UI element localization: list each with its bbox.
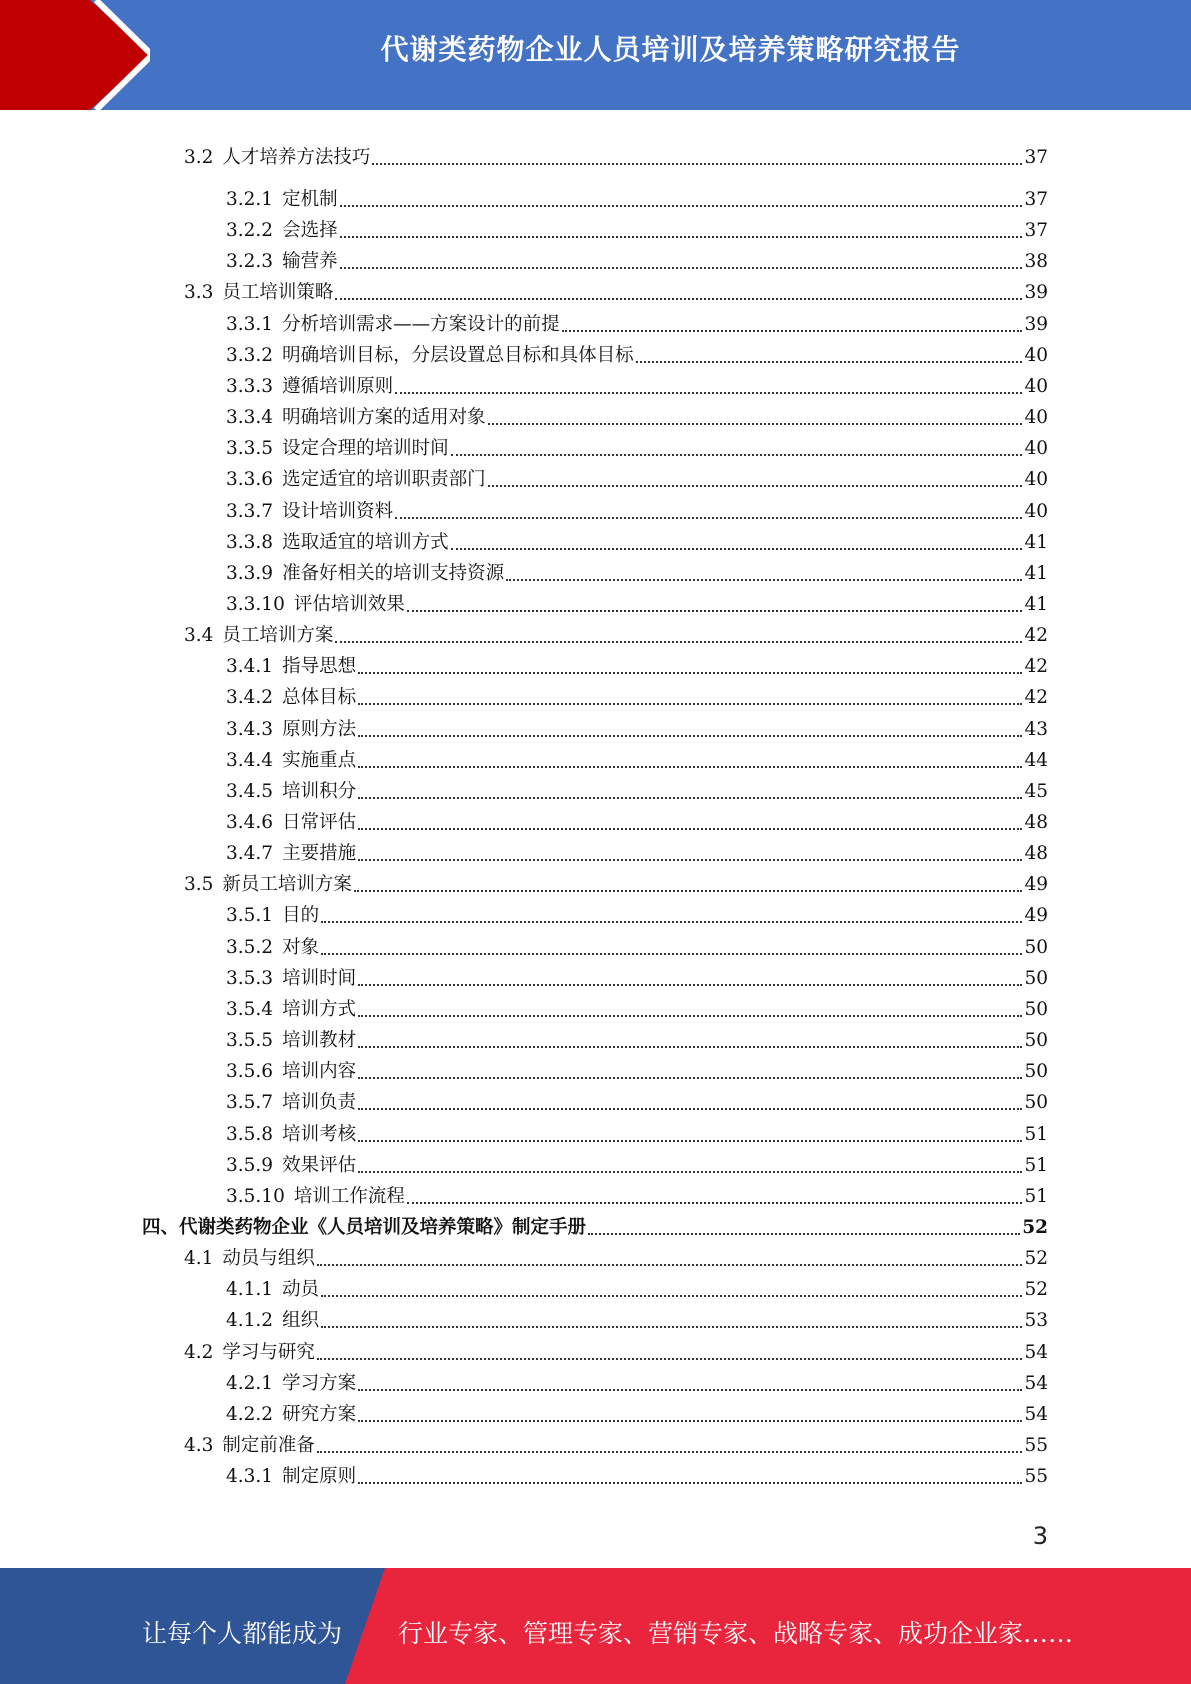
toc-entry-page: 55 [1024,1466,1048,1488]
toc-entry-page: 40 [1024,375,1048,397]
toc-entry-number: 4.2.1 [226,1372,274,1394]
toc-entry-page: 40 [1024,469,1048,491]
toc-leader-dots [395,517,1022,519]
toc-entry-page: 50 [1024,1030,1048,1052]
toc-entry-number: 3.3.2 [226,344,274,366]
toc-leader-dots [358,766,1022,768]
toc-entry-title: 准备好相关的培训支持资源 [282,562,505,584]
toc-entry-title: 目的 [282,905,320,927]
toc-entry-number: 3.2 [184,147,214,168]
toc-entry-page: 49 [1024,905,1048,927]
toc-leader-dots [358,735,1022,737]
toc-entry-title: 培训工作流程 [293,1185,405,1207]
toc-entry-title: 培训积分 [282,780,357,802]
toc-entry-title: 动员与组织 [222,1248,315,1270]
toc-entry-number: 3.2.1 [226,189,274,210]
toc-entry-title: 会选择 [282,220,338,242]
toc-entry[interactable] [0,306,1048,337]
toc-leader-dots [321,1326,1022,1328]
toc-entry-number: 3.2.2 [226,220,274,242]
toc-entry-page: 42 [1024,687,1048,709]
toc-entry[interactable] [0,1396,1048,1427]
toc-leader-dots [317,1264,1023,1266]
toc-leader-dots [358,703,1022,705]
toc-entry-title: 培训时间 [282,967,357,989]
toc-entry[interactable] [0,648,1048,679]
report-title: 代谢类药物企业人员培训及培养策略研究报告 [380,33,961,66]
toc-leader-dots [588,1233,1020,1235]
toc-leader-dots [407,610,1023,612]
toc-entry-number: 3.5.3 [226,967,274,989]
toc-entry-number: 3.3.10 [226,593,285,615]
toc-leader-dots [358,1482,1022,1484]
toc-entry[interactable] [0,679,1048,710]
toc-entry-number: 3.4.7 [226,843,274,865]
toc-leader-dots [354,890,1023,892]
toc-entry-page: 39 [1024,282,1048,304]
toc-entry-title: 制定前准备 [222,1435,315,1456]
toc-entry[interactable] [0,711,1048,742]
toc-entry[interactable] [0,181,1048,212]
toc-entry[interactable] [0,1022,1048,1053]
toc-entry-number: 4.1.1 [226,1279,274,1301]
toc-entry-number: 3.3.1 [226,313,274,335]
toc-entry-number: 3.3.5 [226,438,274,460]
toc-entry-title: 培训考核 [282,1123,357,1145]
toc-entry-page: 54 [1024,1372,1048,1394]
toc-entry-page: 53 [1024,1310,1048,1332]
toc-entry-title: 分析培训需求——方案设计的前提 [282,313,560,335]
toc-entry[interactable] [0,1302,1048,1333]
toc-entry-title: 员工培训策略 [222,282,334,304]
toc-entry[interactable] [0,243,1048,274]
toc-entry-title: 制定原则 [282,1466,357,1488]
toc-entry-page: 54 [1024,1341,1048,1363]
toc-leader-dots [488,485,1023,487]
toc-entry-page: 51 [1024,1185,1048,1207]
toc-entry-number: 3.4.5 [226,780,274,802]
toc-entry-number: 3.5.4 [226,998,274,1020]
toc-entry[interactable] [0,274,1048,305]
footer-slogan-right: 行业专家、管理专家、营销专家、战略专家、成功企业家…… [398,1619,1074,1648]
toc-entry-number: 3.3 [184,282,214,304]
toc-entry-page: 52 [1024,1279,1048,1301]
toc-leader-dots [321,953,1022,955]
toc-entry[interactable] [0,617,1048,648]
toc-entry-page: 51 [1024,1154,1048,1176]
toc-entry[interactable] [0,212,1048,243]
toc-entry-page: 48 [1024,812,1048,833]
toc-leader-dots [451,454,1023,456]
toc-entry-number: 3.5.2 [226,936,274,958]
toc-entry[interactable] [0,1116,1048,1147]
toc-entry-page: 52 [1024,1248,1048,1270]
toc-entry-number: 3.5 [184,874,214,896]
toc-entry-number: 3.4 [184,625,214,647]
toc-entry-title: 培训方式 [282,998,357,1020]
toc-entry-title: 明确培训方案的适用对象 [282,407,486,429]
toc-entry-page: 41 [1024,562,1048,584]
toc-entry-page: 41 [1024,593,1048,615]
toc-entry-title: 动员 [282,1279,320,1301]
toc-entry-title: 日常评估 [282,812,357,833]
toc-entry-page: 41 [1024,531,1048,553]
toc-leader-dots [395,392,1022,394]
toc-leader-dots [335,641,1022,643]
toc-entry[interactable] [0,493,1048,524]
toc-entry[interactable] [0,586,1048,617]
toc-entry-title: 总体目标 [282,687,357,709]
toc-entry-title: 四、代谢类药物企业《人员培训及培养策略》制定手册 [142,1216,587,1238]
toc-entry-number: 3.5.9 [226,1154,274,1176]
toc-entry-title: 遵循培训原则 [282,375,394,397]
toc-entry-page: 44 [1024,749,1048,771]
toc-entry-page: 40 [1024,344,1048,366]
toc-entry-number: 4.1.2 [226,1310,274,1332]
toc-leader-dots [340,236,1023,238]
toc-entry-title: 组织 [282,1310,320,1332]
toc-entry[interactable] [0,139,1048,170]
toc-entry-number: 3.3.3 [226,375,274,397]
toc-entry-page: 49 [1024,874,1048,896]
toc-entry-page: 40 [1024,438,1048,460]
toc-entry-page: 50 [1024,998,1048,1020]
toc-leader-dots [358,797,1022,799]
toc-leader-dots [358,1140,1022,1142]
toc-leader-dots [358,828,1022,830]
toc-leader-dots [335,298,1022,300]
toc-entry-number: 3.4.2 [226,687,274,709]
toc-entry-title: 对象 [282,936,320,958]
toc-entry-number: 3.3.6 [226,469,274,491]
toc-entry-title: 输营养 [282,251,338,273]
toc-entry-title: 选定适宜的培训职责部门 [282,469,486,491]
toc-leader-dots [358,859,1022,861]
toc-entry[interactable] [0,555,1048,586]
page-header [0,0,1191,110]
toc-leader-dots [358,1046,1022,1048]
toc-entry-number: 4.2.2 [226,1403,274,1425]
toc-entry-title: 主要措施 [282,843,357,865]
toc-entry-page: 55 [1024,1435,1048,1456]
toc-entry-page: 40 [1024,407,1048,429]
toc-entry-number: 3.5.7 [226,1092,274,1114]
toc-leader-dots [407,1202,1023,1204]
toc-entry[interactable] [0,1084,1048,1115]
toc-entry-page: 37 [1024,147,1048,168]
toc-leader-dots [358,1389,1022,1391]
toc-entry-title: 实施重点 [282,749,357,771]
toc-entry-number: 3.5.10 [226,1185,285,1207]
toc-entry-title: 明确培训目标，分层设置总目标和具体目标 [282,344,634,366]
toc-leader-dots [358,1420,1022,1422]
toc-entry-page: 54 [1024,1403,1048,1425]
toc-leader-dots [317,1358,1023,1360]
footer-slogan-left: 让每个人都能成为 [142,1619,343,1648]
toc-entry-title: 员工培训方案 [222,625,334,647]
toc-entry[interactable] [0,835,1048,866]
toc-entry[interactable] [0,1178,1048,1209]
toc-entry-page: 50 [1024,1061,1048,1083]
toc-entry-title: 培训负责 [282,1092,357,1114]
toc-leader-dots [636,361,1023,363]
toc-entry[interactable] [0,1147,1048,1178]
toc-entry[interactable] [0,1427,1048,1458]
toc-entry[interactable] [0,399,1048,430]
toc-entry-title: 原则方法 [282,718,357,740]
toc-entry-page: 48 [1024,843,1048,865]
toc-entry-page: 37 [1024,189,1048,210]
toc-leader-dots [321,1295,1022,1297]
toc-entry-number: 3.5.6 [226,1061,274,1083]
toc-leader-dots [317,1451,1023,1453]
toc-entry[interactable] [0,866,1048,897]
toc-entry-number: 3.3.7 [226,500,274,522]
toc-entry-number: 4.3.1 [226,1466,274,1488]
toc-entry-number: 3.3.4 [226,407,274,429]
toc-entry-page: 52 [1022,1216,1048,1238]
toc-entry[interactable] [0,1240,1048,1271]
toc-entry[interactable] [0,430,1048,461]
toc-leader-dots [506,579,1022,581]
toc-entry-title: 人才培养方法技巧 [222,147,371,168]
toc-entry[interactable] [0,524,1048,555]
toc-entry[interactable] [0,773,1048,804]
toc-entry-number: 3.5.1 [226,905,274,927]
toc-leader-dots [488,423,1023,425]
toc-entry-title: 学习方案 [282,1372,357,1394]
toc-leader-dots [358,1171,1022,1173]
toc-entry[interactable] [0,1458,1048,1489]
toc-entry-page: 42 [1024,656,1048,678]
toc-entry[interactable] [0,991,1048,1022]
toc-leader-dots [358,984,1022,986]
toc-entry[interactable] [0,897,1048,928]
toc-entry[interactable] [0,1334,1048,1365]
toc-entry-page: 50 [1024,967,1048,989]
toc-entry-number: 3.4.4 [226,749,274,771]
toc-entry-title: 评估培训效果 [293,593,405,615]
toc-entry-title: 效果评估 [282,1154,357,1176]
toc-leader-dots [358,1015,1022,1017]
toc-entry-page: 50 [1024,1092,1048,1114]
red-arrow-decoration [0,0,150,110]
toc-entry-page: 45 [1024,780,1048,802]
toc-entry[interactable] [0,1365,1048,1396]
toc-entry[interactable] [0,960,1048,991]
toc-entry[interactable] [0,337,1048,368]
toc-entry[interactable] [0,461,1048,492]
toc-entry[interactable] [0,804,1048,835]
toc-entry[interactable] [0,929,1048,960]
toc-entry-page: 43 [1024,718,1048,740]
toc-entry-title: 设计培训资料 [282,500,394,522]
toc-leader-dots [451,548,1023,550]
toc-leader-dots [358,1077,1022,1079]
toc-entry[interactable] [0,742,1048,773]
toc-entry-title: 学习与研究 [222,1341,315,1363]
toc-entry-number: 3.3.9 [226,562,274,584]
toc-entry-title: 新员工培训方案 [222,874,352,896]
toc-entry-title: 定机制 [282,189,338,210]
toc-entry-page: 42 [1024,625,1048,647]
toc-entry-page: 37 [1024,220,1048,242]
toc-entry-title: 培训内容 [282,1061,357,1083]
toc-entry-page: 39 [1024,313,1048,335]
toc-entry-number: 3.5.8 [226,1123,274,1145]
toc-entry-title: 指导思想 [282,656,357,678]
toc-leader-dots [340,267,1023,269]
page-number: 3 [1032,1522,1048,1550]
toc-entry-title: 培训教材 [282,1030,357,1052]
toc-entry-number: 3.2.3 [226,251,274,273]
toc-entry-number: 4.2 [184,1341,214,1363]
toc-entry-page: 38 [1024,251,1048,273]
toc-entry-page: 50 [1024,936,1048,958]
toc-entry-page: 51 [1024,1123,1048,1145]
toc-leader-dots [562,330,1023,332]
toc-leader-dots [358,1108,1022,1110]
toc-entry-number: 3.5.5 [226,1030,274,1052]
toc-entry-page: 40 [1024,500,1048,522]
toc-entry-title: 设定合理的培训时间 [282,438,449,460]
toc-leader-dots [372,163,1022,165]
toc-entry-number: 3.4.6 [226,812,274,833]
toc-entry[interactable] [0,1271,1048,1302]
toc-leader-dots [358,672,1022,674]
toc-entry-title: 研究方案 [282,1403,357,1425]
toc-entry[interactable] [0,1053,1048,1084]
toc-leader-dots [340,205,1023,207]
toc-entry[interactable] [0,1209,1048,1240]
toc-entry-number: 4.1 [184,1248,214,1270]
toc-entry-number: 3.4.3 [226,718,274,740]
toc-entry-number: 3.3.8 [226,531,274,553]
toc-entry-number: 3.4.1 [226,656,274,678]
toc-entry-number: 4.3 [184,1435,214,1456]
toc-entry-title: 选取适宜的培训方式 [282,531,449,553]
toc-entry[interactable] [0,368,1048,399]
toc-leader-dots [321,921,1022,923]
